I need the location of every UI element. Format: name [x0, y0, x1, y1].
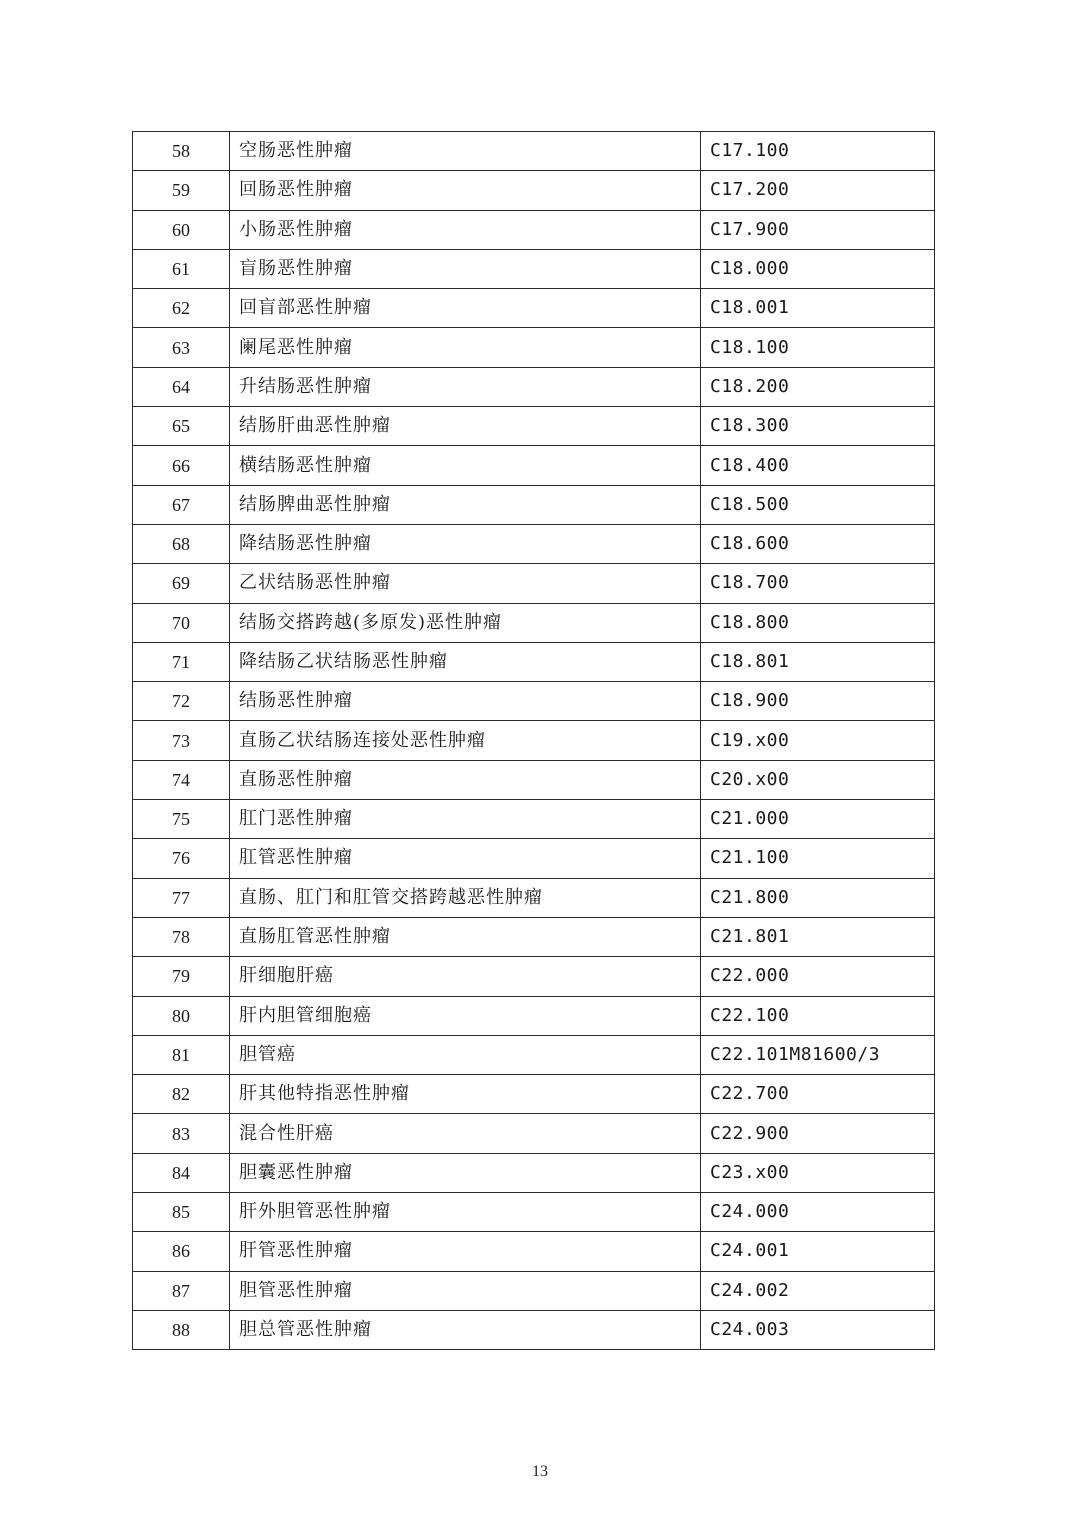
- table-row: [133, 1075, 935, 1114]
- disease-name-cell: 结肠脾曲恶性肿瘤: [230, 485, 701, 524]
- disease-code-cell: C24.003: [701, 1310, 935, 1349]
- disease-code-cell: C21.000: [701, 800, 935, 839]
- table-row: [133, 1310, 935, 1349]
- row-number-cell: 65: [133, 407, 230, 446]
- table-row: [133, 603, 935, 642]
- row-number-cell: 64: [133, 367, 230, 406]
- disease-name-cell: 胆总管恶性肿瘤: [230, 1310, 701, 1349]
- row-number-cell: 83: [133, 1114, 230, 1153]
- disease-name-cell: 降结肠恶性肿瘤: [230, 524, 701, 563]
- row-number-cell: 61: [133, 249, 230, 288]
- disease-code-cell: C24.002: [701, 1271, 935, 1310]
- disease-code-cell: C18.500: [701, 485, 935, 524]
- disease-name-cell: 直肠肛管恶性肿瘤: [230, 917, 701, 956]
- disease-code-cell: C18.700: [701, 564, 935, 603]
- disease-code-cell: C20.x00: [701, 760, 935, 799]
- disease-name-cell: 空肠恶性肿瘤: [230, 132, 701, 171]
- disease-code-cell: C22.000: [701, 957, 935, 996]
- disease-name-cell: 升结肠恶性肿瘤: [230, 367, 701, 406]
- row-number-cell: 84: [133, 1153, 230, 1192]
- row-number-cell: 78: [133, 917, 230, 956]
- table-row: [133, 1114, 935, 1153]
- disease-name-cell: 结肠肝曲恶性肿瘤: [230, 407, 701, 446]
- disease-code-cell: C24.001: [701, 1232, 935, 1271]
- disease-name-cell: 肝其他特指恶性肿瘤: [230, 1075, 701, 1114]
- table-row: [133, 957, 935, 996]
- disease-code-cell: C21.100: [701, 839, 935, 878]
- disease-code-cell: C22.900: [701, 1114, 935, 1153]
- row-number-cell: 79: [133, 957, 230, 996]
- disease-name-cell: 肝外胆管恶性肿瘤: [230, 1193, 701, 1232]
- disease-name-cell: 横结肠恶性肿瘤: [230, 446, 701, 485]
- disease-code-cell: C18.001: [701, 289, 935, 328]
- disease-name-cell: 肛门恶性肿瘤: [230, 800, 701, 839]
- row-number-cell: 85: [133, 1193, 230, 1232]
- table-row: [133, 132, 935, 171]
- table-row: [133, 446, 935, 485]
- disease-code-cell: C17.100: [701, 132, 935, 171]
- row-number-cell: 71: [133, 642, 230, 681]
- row-number-cell: 63: [133, 328, 230, 367]
- disease-code-cell: C18.900: [701, 682, 935, 721]
- row-number-cell: 62: [133, 289, 230, 328]
- table-row: [133, 485, 935, 524]
- table-row: [133, 367, 935, 406]
- disease-code-cell: C19.x00: [701, 721, 935, 760]
- disease-name-cell: 结肠恶性肿瘤: [230, 682, 701, 721]
- table-row: [133, 917, 935, 956]
- row-number-cell: 81: [133, 1035, 230, 1074]
- row-number-cell: 59: [133, 171, 230, 210]
- disease-name-cell: 混合性肝癌: [230, 1114, 701, 1153]
- disease-name-cell: 肛管恶性肿瘤: [230, 839, 701, 878]
- table-row: [133, 328, 935, 367]
- disease-name-cell: 肝管恶性肿瘤: [230, 1232, 701, 1271]
- disease-name-cell: 胆管恶性肿瘤: [230, 1271, 701, 1310]
- disease-code-cell: C17.200: [701, 171, 935, 210]
- disease-code-cell: C22.700: [701, 1075, 935, 1114]
- disease-code-cell: C18.200: [701, 367, 935, 406]
- table-row: [133, 1232, 935, 1271]
- disease-name-cell: 肝内胆管细胞癌: [230, 996, 701, 1035]
- table-row: [133, 682, 935, 721]
- disease-code-cell: C21.801: [701, 917, 935, 956]
- row-number-cell: 74: [133, 760, 230, 799]
- row-number-cell: 86: [133, 1232, 230, 1271]
- row-number-cell: 70: [133, 603, 230, 642]
- disease-code-cell: C18.600: [701, 524, 935, 563]
- row-number-cell: 69: [133, 564, 230, 603]
- disease-code-table: [132, 131, 935, 1350]
- row-number-cell: 82: [133, 1075, 230, 1114]
- row-number-cell: 87: [133, 1271, 230, 1310]
- disease-name-cell: 回盲部恶性肿瘤: [230, 289, 701, 328]
- row-number-cell: 68: [133, 524, 230, 563]
- disease-name-cell: 降结肠乙状结肠恶性肿瘤: [230, 642, 701, 681]
- disease-code-cell: C22.101M81600/3: [701, 1035, 935, 1074]
- disease-name-cell: 盲肠恶性肿瘤: [230, 249, 701, 288]
- table-row: [133, 878, 935, 917]
- disease-code-cell: C24.000: [701, 1193, 935, 1232]
- row-number-cell: 72: [133, 682, 230, 721]
- table-row: [133, 289, 935, 328]
- table-row: [133, 1271, 935, 1310]
- table-row: [133, 210, 935, 249]
- disease-name-cell: 结肠交搭跨越(多原发)恶性肿瘤: [230, 603, 701, 642]
- disease-code-cell: C22.100: [701, 996, 935, 1035]
- table-row: [133, 996, 935, 1035]
- disease-name-cell: 回肠恶性肿瘤: [230, 171, 701, 210]
- table-row: [133, 721, 935, 760]
- row-number-cell: 67: [133, 485, 230, 524]
- disease-code-cell: C21.800: [701, 878, 935, 917]
- disease-code-cell: C18.801: [701, 642, 935, 681]
- disease-name-cell: 小肠恶性肿瘤: [230, 210, 701, 249]
- table-row: [133, 249, 935, 288]
- table-row: [133, 1193, 935, 1232]
- disease-code-cell: C18.300: [701, 407, 935, 446]
- disease-code-cell: C17.900: [701, 210, 935, 249]
- row-number-cell: 77: [133, 878, 230, 917]
- disease-code-cell: C18.000: [701, 249, 935, 288]
- page-number: 13: [532, 1463, 548, 1480]
- table-row: [133, 1035, 935, 1074]
- row-number-cell: 60: [133, 210, 230, 249]
- disease-name-cell: 直肠、肛门和肛管交搭跨越恶性肿瘤: [230, 878, 701, 917]
- table-row: [133, 839, 935, 878]
- row-number-cell: 75: [133, 800, 230, 839]
- disease-code-cell: C18.100: [701, 328, 935, 367]
- table-row: [133, 564, 935, 603]
- disease-name-cell: 胆囊恶性肿瘤: [230, 1153, 701, 1192]
- disease-name-cell: 胆管癌: [230, 1035, 701, 1074]
- disease-code-cell: C23.x00: [701, 1153, 935, 1192]
- disease-name-cell: 阑尾恶性肿瘤: [230, 328, 701, 367]
- table-body: [133, 132, 935, 1350]
- table-row: [133, 642, 935, 681]
- disease-name-cell: 直肠恶性肿瘤: [230, 760, 701, 799]
- disease-code-cell: C18.400: [701, 446, 935, 485]
- row-number-cell: 88: [133, 1310, 230, 1349]
- row-number-cell: 66: [133, 446, 230, 485]
- disease-name-cell: 肝细胞肝癌: [230, 957, 701, 996]
- table-row: [133, 800, 935, 839]
- table-row: [133, 171, 935, 210]
- disease-code-cell: C18.800: [701, 603, 935, 642]
- row-number-cell: 80: [133, 996, 230, 1035]
- row-number-cell: 58: [133, 132, 230, 171]
- disease-name-cell: 乙状结肠恶性肿瘤: [230, 564, 701, 603]
- row-number-cell: 76: [133, 839, 230, 878]
- disease-name-cell: 直肠乙状结肠连接处恶性肿瘤: [230, 721, 701, 760]
- table-row: [133, 760, 935, 799]
- table-row: [133, 1153, 935, 1192]
- row-number-cell: 73: [133, 721, 230, 760]
- table-row: [133, 524, 935, 563]
- table-row: [133, 407, 935, 446]
